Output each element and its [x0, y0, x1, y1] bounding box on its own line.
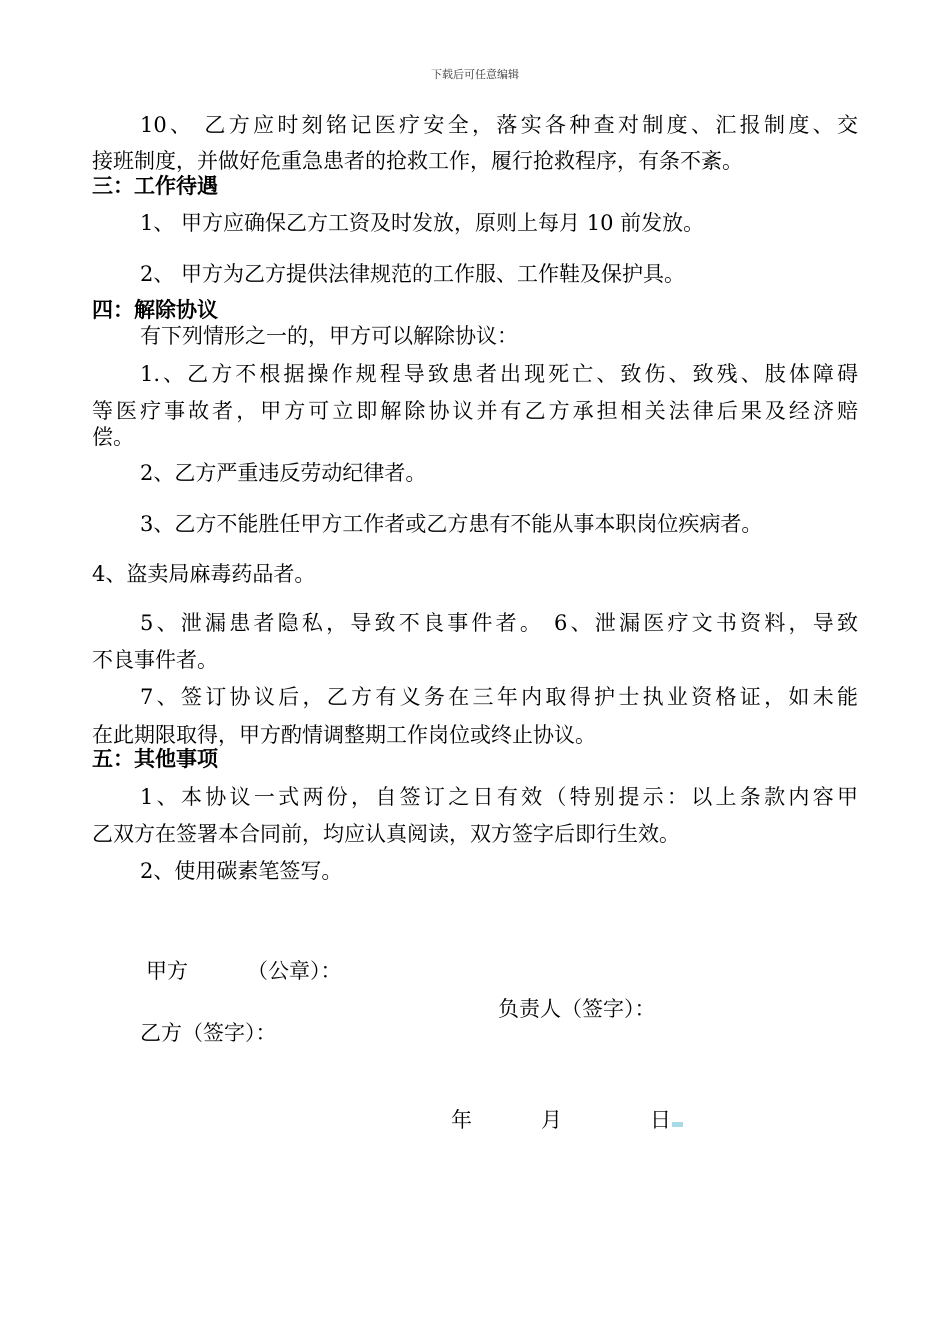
party-b-signature-label: 乙方（签字）： [140, 1021, 277, 1045]
section-4-heading: 四：解除协议 [92, 298, 218, 322]
party-a-label: 甲方 [146, 959, 188, 983]
text-cursor-icon [672, 1122, 683, 1127]
section-3-item-2: 2、 甲方为乙方提供法律规范的工作服、工作鞋及保护具。 [140, 262, 686, 286]
section-4-intro: 有下列情形之一的，甲方可以解除协议： [140, 324, 518, 348]
section-4-item-5-6-line-1: 5、泄漏患者隐私，导致不良事件者。 6、泄漏医疗文书资料，导致 [140, 611, 858, 635]
item-10-line-2: 接班制度，并做好危重急患者的抢救工作，履行抢救程序，有条不紊。 [92, 149, 743, 173]
section-5-item-2: 2、使用碳素笔签写。 [140, 859, 343, 883]
section-4-item-1-line-2: 等医疗事故者，甲方可立即解除协议并有乙方承担相关法律后果及经济赔 [92, 399, 858, 423]
date-year-label: 年 [451, 1108, 472, 1132]
item-10-line-1: 10、 乙方应时刻铭记医疗安全，落实各种查对制度、汇报制度、交 [140, 113, 858, 137]
section-4-item-2: 2、乙方严重违反劳动纪律者。 [140, 461, 427, 485]
section-4-item-5-6-line-2: 不良事件者。 [92, 648, 218, 672]
section-4-item-7-line-2: 在此期限取得，甲方酌情调整期工作岗位或终止协议。 [92, 723, 596, 747]
section-3-item-1: 1、 甲方应确保乙方工资及时发放，原则上每月 10 前发放。 [140, 211, 705, 235]
section-5-item-1-line-1: 1、本协议一式两份，自签订之日有效（特别提示：以上条款内容甲 [140, 785, 858, 809]
party-a-seal-label: （公章）： [247, 959, 342, 983]
date-month-label: 月 [541, 1108, 562, 1132]
section-5-heading: 五：其他事项 [92, 747, 218, 771]
header-note: 下载后可任意编辑 [431, 68, 519, 81]
section-4-item-3: 3、乙方不能胜任甲方工作者或乙方患有不能从事本职岗位疾病者。 [140, 512, 763, 536]
section-4-item-4: 4、盗卖局麻毒药品者。 [92, 562, 316, 586]
section-5-item-1-line-2: 乙双方在签署本合同前，均应认真阅读，双方签字后即行生效。 [92, 822, 680, 846]
section-4-item-1-line-1: 1.、乙方不根据操作规程导致患者出现死亡、致伤、致残、肢体障碍 [140, 362, 858, 386]
section-4-item-7-line-1: 7、签订协议后，乙方有义务在三年内取得护士执业资格证，如未能 [140, 685, 858, 709]
section-3-heading: 三：工作待遇 [92, 174, 218, 198]
date-day-wrapper [650, 1106, 683, 1134]
date-day-label: 日 [650, 1108, 671, 1132]
section-4-item-1-line-3: 偿。 [92, 425, 134, 449]
responsible-signature-label: 负责人（签字）： [498, 997, 656, 1021]
